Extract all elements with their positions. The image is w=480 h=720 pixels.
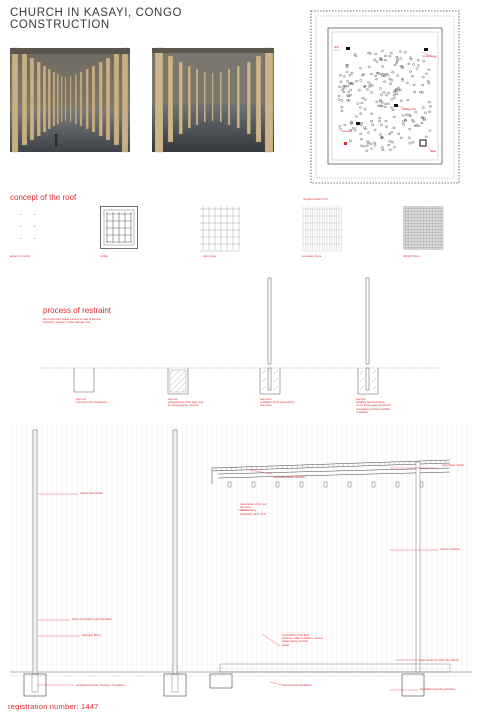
section-label: steel pipe 80mm	[82, 634, 102, 637]
roof-secondary-frame	[302, 206, 342, 250]
restraint-heading: process of restraint	[43, 306, 112, 315]
registration-number: registration number: 1447	[8, 702, 99, 711]
plan-label-confessional: confessional	[422, 55, 437, 58]
plan-label-seating: seating area	[402, 108, 417, 111]
roof-item-label: layout of columns	[10, 255, 31, 258]
restraint-intro: the construction needs a strong in case of damage caused by weather or other damage risks	[43, 318, 102, 325]
interior-render-left	[10, 48, 130, 152]
roof-item-label: main frame	[203, 255, 216, 258]
restraint-step-2: step two strengthening of the steel rings for supporting the columns	[168, 398, 204, 408]
section-label: reinforced concrete / footings + foundation	[76, 684, 125, 687]
section-label-block: construction of the roof rain cover waterproofing hardboard, 30.6 / 22.8	[240, 503, 267, 516]
floor-plan	[310, 10, 460, 184]
section-label: frame connection to the foundation	[72, 618, 112, 621]
section-label: main frame / timber	[442, 464, 465, 467]
section-label: column / bamboo	[440, 548, 460, 551]
section-label: secondary frame / hardfiber	[274, 476, 306, 479]
restraint-step-3: step three installation of the steel column and stone	[260, 398, 295, 408]
section-label: foundations and the grounding	[420, 688, 456, 691]
section-label-block: connections of the floor concrete, rubber modules + cement waterproofing, bonded gravel	[282, 634, 323, 647]
roof-item-label: roofing	[100, 255, 108, 258]
title-line-1: CHURCH IN KASAYI, CONGO	[10, 7, 183, 19]
roof-grid-label: roof grid model 1:100	[303, 198, 328, 201]
section-label: steel rebars for carrier the column	[420, 659, 459, 662]
plan-label-tower: tower	[430, 150, 437, 153]
roof-roofing	[100, 206, 138, 250]
construction-section	[10, 424, 472, 700]
roof-column-layout	[12, 206, 48, 250]
section-label: coated steel section	[80, 492, 103, 495]
roof-concept-heading: concept of the roof	[10, 193, 77, 202]
plan-label-entrance: entrance	[342, 130, 353, 133]
restraint-step-4: step four installing deck and beam on the frame space formed for connection and the possibility of welding	[356, 398, 391, 414]
title-line-2: CONSTRUCTION	[10, 19, 110, 31]
roof-main-frame	[200, 206, 240, 250]
section-label: rammed earth foundations	[282, 684, 313, 687]
plan-label-altar: altar	[334, 46, 340, 49]
roof-item-label: secondary frame	[302, 255, 322, 258]
restraint-diagram	[40, 278, 440, 418]
page-title	[10, 7, 182, 31]
interior-render-right	[152, 48, 274, 152]
restraint-step-1: step one concrete in the foundations	[76, 398, 108, 405]
roof-stiff-grid	[403, 206, 443, 250]
roof-item-label: stiff grid frame	[403, 255, 420, 258]
